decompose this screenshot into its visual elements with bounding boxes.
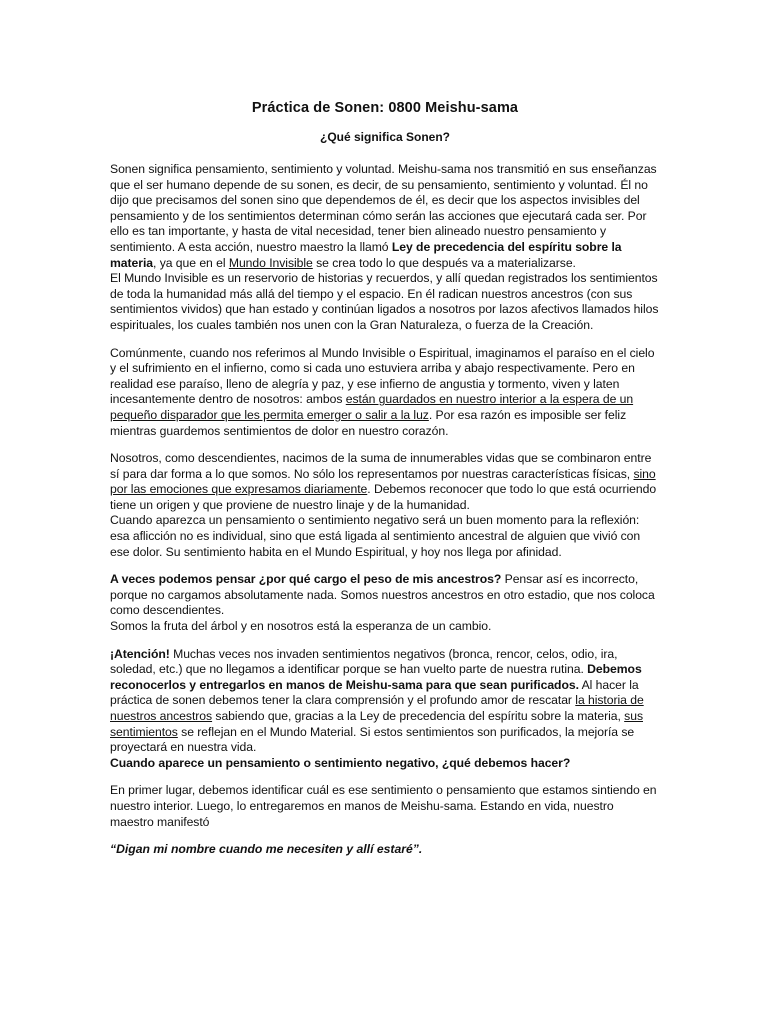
paragraph-6	[110, 572, 660, 619]
text-run: Al hacer la práctica de sonen debemos tener la clara comprensión y el profundo amor de rescatar	[110, 677, 639, 708]
bold-text: ¡Atención!	[110, 646, 170, 661]
paragraph-10: En primer lugar, debemos identificar cuál es ese sentimiento o pensamiento que estamos sintiendo en nuestro interior. Luego, lo entregaremos en manos de Meishu-sama. Estando en vida, nuestro maestro manifestó	[110, 783, 657, 829]
text-run: se reflejan en el Mundo Material. Si estos sentimientos son purificados, la mejoría se proyectará en nuestra vida.	[110, 724, 635, 755]
paragraph-1	[110, 162, 660, 271]
closing-quote: “Digan mi nombre cuando me necesiten y allí estaré”.	[110, 842, 423, 857]
section-subtitle: ¿Qué significa Sonen?	[319, 130, 450, 144]
document-title: Práctica de Sonen: 0800 Meishu-sama	[251, 100, 519, 116]
text-run: Pensar así es incorrecto, porque no cargamos absolutamente nada. Somos nuestros ancestros en otro estadio, que nos coloca como descendientes.	[110, 572, 655, 618]
text-run: Sonen significa pensamiento, sentimiento y voluntad. Meishu-sama nos transmitió en sus enseñanzas que el ser humano depende de su sonen, es decir, de su pensamiento, sentimiento y voluntad. Él no dijo que precisamos del sonen sino que dependemos de él, es decir que los aspectos invisibles del pensamiento y de los sentimientos determinan cómo serán las acciones que ejecutará cada ser. Por ello es tan importante, y hasta de vital necesidad, tener bien alineado nuestro pensamiento y sentimiento. A esta acción, nuestro maestro la llamó	[110, 162, 657, 254]
bold-text: Ley de precedencia del espíritu sobre la materia	[110, 239, 622, 270]
text-run: . Por esa razón es imposible ser feliz mientras guardemos sentimientos de dolor en nuestro corazón.	[110, 407, 627, 438]
bold-text: Debemos reconocerlos y entregarlos en manos de Meishu-sama para que sean purificados.	[110, 662, 642, 692]
paragraph-9	[110, 756, 660, 772]
text-run: Comúnmente, cuando nos referimos al Mundo Invisible o Espiritual, imaginamos el paraíso en el cielo y el sufrimiento en el infierno, como si cada uno estuviera arriba y abajo respectivamente. Pero en realidad ese paraíso, lleno de alegría y paz, y ese infierno de angustia y tormento, viven y laten incesantemente dentro de nosotros: ambos	[110, 345, 655, 407]
paragraph-4	[110, 451, 660, 513]
underlined-text: Mundo Invisible	[228, 255, 313, 270]
text-run: , ya que en el	[153, 255, 229, 270]
bold-text: A veces podemos pensar ¿por qué cargo el peso de mis ancestros?	[110, 572, 502, 587]
text-run: Nosotros, como descendientes, nacimos de la suma de innumerables vidas que se combinaron entre sí para dar forma a lo que somos. No sólo los representamos por nuestras características físicas,	[110, 451, 652, 481]
underlined-text: sus sentimientos	[110, 709, 643, 739]
paragraph-8	[110, 647, 660, 756]
paragraph-3	[110, 346, 660, 440]
bold-question: Cuando aparece un pensamiento o sentimiento negativo, ¿qué debemos hacer?	[110, 755, 571, 770]
underlined-text: sino por las emociones que expresamos diariamente	[110, 466, 656, 497]
paragraph-2: El Mundo Invisible es un reservorio de historias y recuerdos, y allí quedan registrados los sentimientos de toda la humanidad más allá del tiempo y el espacio. En él radican nuestros ancestros (con sus sentimientos vividos) que han estado y continúan ligados a nosotros por lazos afectivos llamados hilos espirituales, los cuales también nos unen con la Gran Naturaleza, o fuerza de la Creación.	[110, 271, 659, 332]
text-run: Muchas veces nos invaden sentimientos negativos (bronca, rencor, celos, odio, ira, soledad, etc.) que no llegamos a identificar porque se han vuelto parte de nuestra rutina.	[110, 646, 618, 677]
underlined-text: la historia de nuestros ancestros	[110, 693, 644, 723]
text-run: sabiendo que, gracias a la Ley de precedencia del espíritu sobre la materia,	[212, 709, 625, 723]
text-run: se crea todo lo que después va a materializarse.	[312, 255, 576, 270]
paragraph-5: Cuando aparezca un pensamiento o sentimiento negativo será un buen momento para la reflexión: esa aflicción no es individual, sino que está ligada al sentimiento ancestral de alguien que vivió con ese dolor. Su sentimiento habita en el Mundo Espiritual, y hoy nos llega por afinidad.	[110, 513, 641, 559]
paragraph-7: Somos la fruta del árbol y en nosotros está la esperanza de un cambio.	[110, 619, 492, 634]
text-run: . Debemos reconocer que todo lo que está ocurriendo tiene un origen y que proviene de nuestro linaje y de la humanidad.	[110, 482, 657, 512]
underlined-text: están guardados en nuestro interior a la espera de un pequeño disparador que les permita emerger o salir a la luz	[110, 392, 634, 422]
